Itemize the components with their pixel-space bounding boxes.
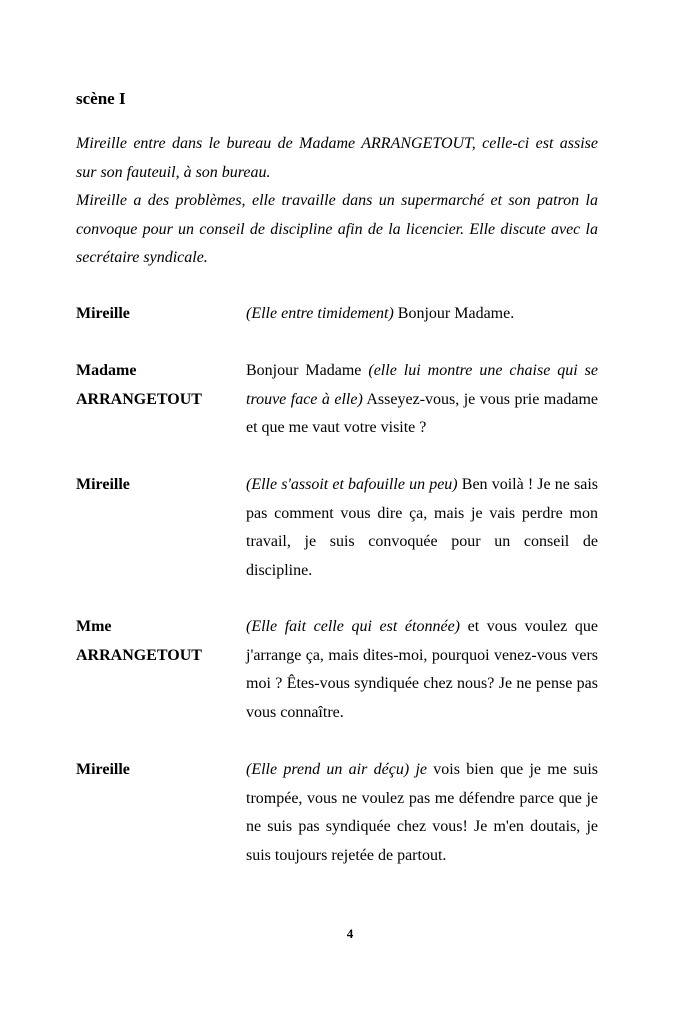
- speech-text: [246, 357, 598, 443]
- stage-direction-inline: (Elle entre timidement): [246, 305, 394, 322]
- speaker-name: [76, 613, 236, 670]
- stage-direction-inline: (Elle fait celle qui est étonnée): [246, 618, 461, 635]
- speaker-name-line: ARRANGETOUT: [76, 390, 202, 408]
- stage-direction-inline: (Elle prend un air déçu) je: [246, 761, 427, 778]
- stage-directions: [76, 130, 598, 273]
- speaker-name: [76, 300, 236, 329]
- spoken-text: Bonjour Madame.: [393, 305, 515, 322]
- scene-title: scène I: [76, 89, 126, 108]
- speaker-name: [76, 357, 236, 414]
- speech-text: [246, 471, 598, 585]
- speech-text: [246, 300, 598, 329]
- speaker-name-line: Mme: [76, 618, 112, 635]
- spoken-text: et vous voulez que j'arrange ça, mais dites-moi, pourquoi venez-vous vers moi ? Êtes-vous syndiquée chez nous? Je ne pense pas vous connaître.: [246, 618, 599, 721]
- speech-text: [246, 756, 598, 870]
- spoken-text: Asseyez-vous, je vous prie madame et que me vaut votre visite ?: [246, 390, 598, 437]
- spoken-text: vois bien que je me suis trompée, vous ne voulez pas me défendre parce que je ne suis pas syndiquée chez vous! Je m'en doutais, je suis toujours rejetée de partout.: [246, 761, 599, 864]
- speaker-name-line: Madame: [76, 362, 137, 379]
- spoken-text: Ben voilà ! Je ne sais pas comment vous dire ça, mais je vais perdre mon travail, je suis convoquée pour un conseil de discipline.: [246, 476, 598, 579]
- stage-direction-inline: (Elle s'assoit et bafouille un peu): [246, 476, 458, 493]
- spoken-text: Bonjour Madame: [246, 362, 369, 379]
- speaker-name-line: Mireille: [76, 305, 130, 322]
- stage-direction-paragraph: Mireille entre dans le bureau de Madame ARRANGETOUT, celle-ci est assise sur son fauteuil, à son bureau.: [76, 135, 598, 181]
- stage-direction-paragraph: Mireille a des problèmes, elle travaille dans un supermarché et son patron la convoque pour un conseil de discipline afin de la licencier. Elle discute avec la secrétaire syndicale.: [76, 192, 598, 267]
- speaker-name-line: Mireille: [76, 476, 130, 493]
- page-number: 4: [346, 926, 354, 941]
- speaker-name: [76, 471, 236, 500]
- speaker-name-line: ARRANGETOUT: [76, 646, 202, 664]
- speaker-name-line: Mireille: [76, 761, 130, 778]
- stage-direction-inline: (elle lui montre une chaise qui se trouve face à elle): [246, 362, 599, 408]
- speech-text: [246, 613, 598, 727]
- speaker-name: [76, 756, 236, 785]
